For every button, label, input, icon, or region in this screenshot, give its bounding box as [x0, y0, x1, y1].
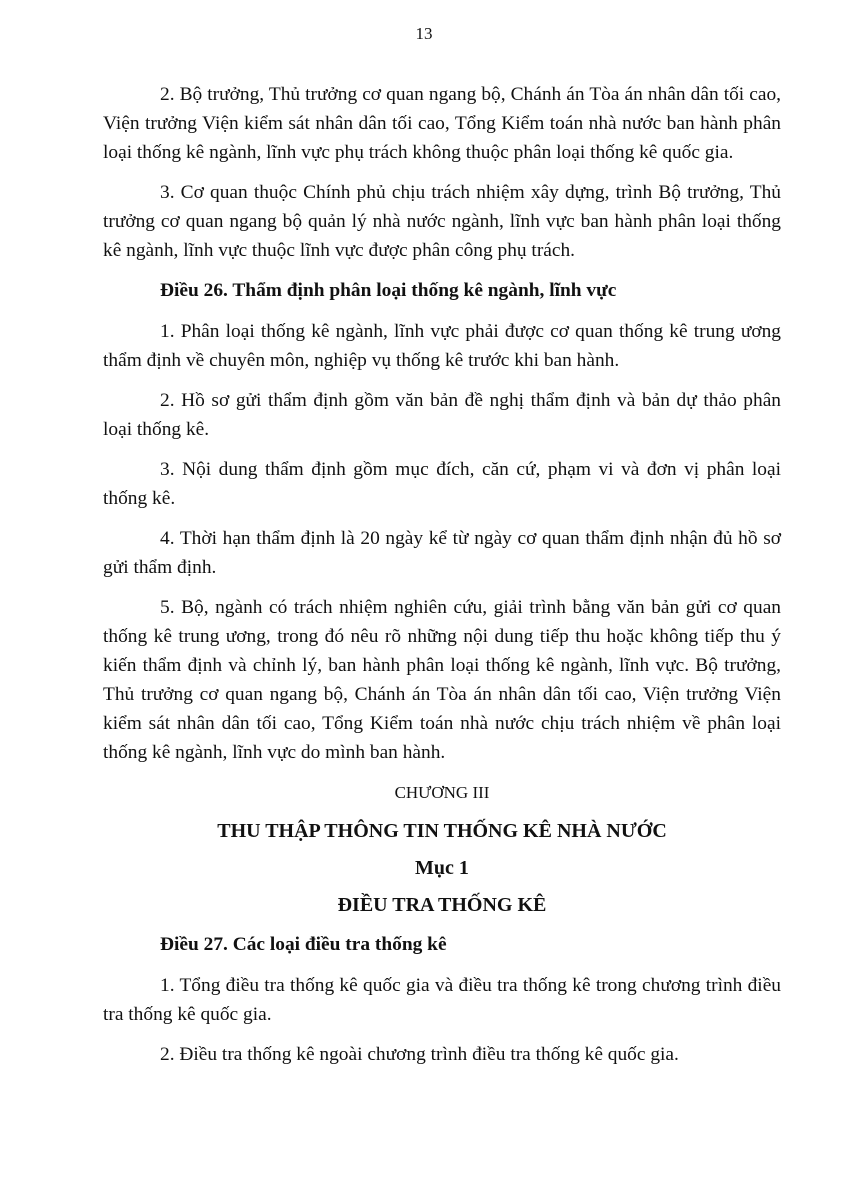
chapter-label: CHƯƠNG III [394, 783, 490, 802]
article-26-title: Điều 26. Thẩm định phân loại thống kê ngành, lĩnh vực [160, 280, 617, 301]
article-26-clause: 3. Nội dung thẩm định gồm mục đích, căn cứ, phạm vi và đơn vị phân loại thống kê. [103, 459, 781, 509]
article-27-clause: 1. Tổng điều tra thống kê quốc gia và điều tra thống kê trong chương trình điều tra thống kê quốc gia. [103, 975, 781, 1025]
section-title: ĐIỀU TRA THỐNG KÊ [337, 894, 547, 916]
page-number: 13 [415, 24, 433, 43]
article-26-clause: 5. Bộ, ngành có trách nhiệm nghiên cứu, giải trình bằng văn bản gửi cơ quan thống kê trung ương, trong đó nêu rõ những nội dung tiếp thu hoặc không tiếp thu ý kiến thẩm định và chỉnh lý, ban hành phân loại thống kê ngành, lĩnh vực. Bộ trưởng, Thủ trưởng cơ quan ngang bộ, Chánh án Tòa án nhân dân tối cao, Viện trưởng Viện kiểm sát nhân dân tối cao, Tổng Kiểm toán nhà nước chịu trách nhiệm về phân loại thống kê ngành, lĩnh vực do mình ban hành. [103, 597, 781, 763]
section-label: Mục 1 [415, 857, 469, 879]
paragraph: 3. Cơ quan thuộc Chính phủ chịu trách nhiệm xây dựng, trình Bộ trưởng, Thủ trưởng cơ quan ngang bộ quản lý nhà nước ngành, lĩnh vực ban hành phân loại thống kê ngành, lĩnh vực thuộc lĩnh vực được phân công phụ trách. [103, 182, 781, 261]
article-26-clause: 1. Phân loại thống kê ngành, lĩnh vực phải được cơ quan thống kê trung ương thẩm định về chuyên môn, nghiệp vụ thống kê trước khi ban hành. [103, 321, 781, 371]
paragraph: 2. Bộ trưởng, Thủ trưởng cơ quan ngang bộ, Chánh án Tòa án nhân dân tối cao, Viện trưởng Viện kiểm sát nhân dân tối cao, Tổng Kiểm toán nhà nước ban hành phân loại thống kê ngành, lĩnh vực phụ trách không thuộc phân loại thống kê quốc gia. [103, 84, 781, 163]
chapter-title: THU THẬP THÔNG TIN THỐNG KÊ NHÀ NƯỚC [217, 820, 667, 842]
article-27-title: Điều 27. Các loại điều tra thống kê [160, 934, 447, 955]
document-body [103, 80, 781, 1080]
article-26-clause: 2. Hồ sơ gửi thẩm định gồm văn bản đề nghị thẩm định và bản dự thảo phân loại thống kê. [103, 390, 781, 440]
article-27-clause: 2. Điều tra thống kê ngoài chương trình điều tra thống kê quốc gia. [160, 1044, 679, 1065]
article-26-clause: 4. Thời hạn thẩm định là 20 ngày kể từ ngày cơ quan thẩm định nhận đủ hồ sơ gửi thẩm định. [103, 528, 781, 578]
